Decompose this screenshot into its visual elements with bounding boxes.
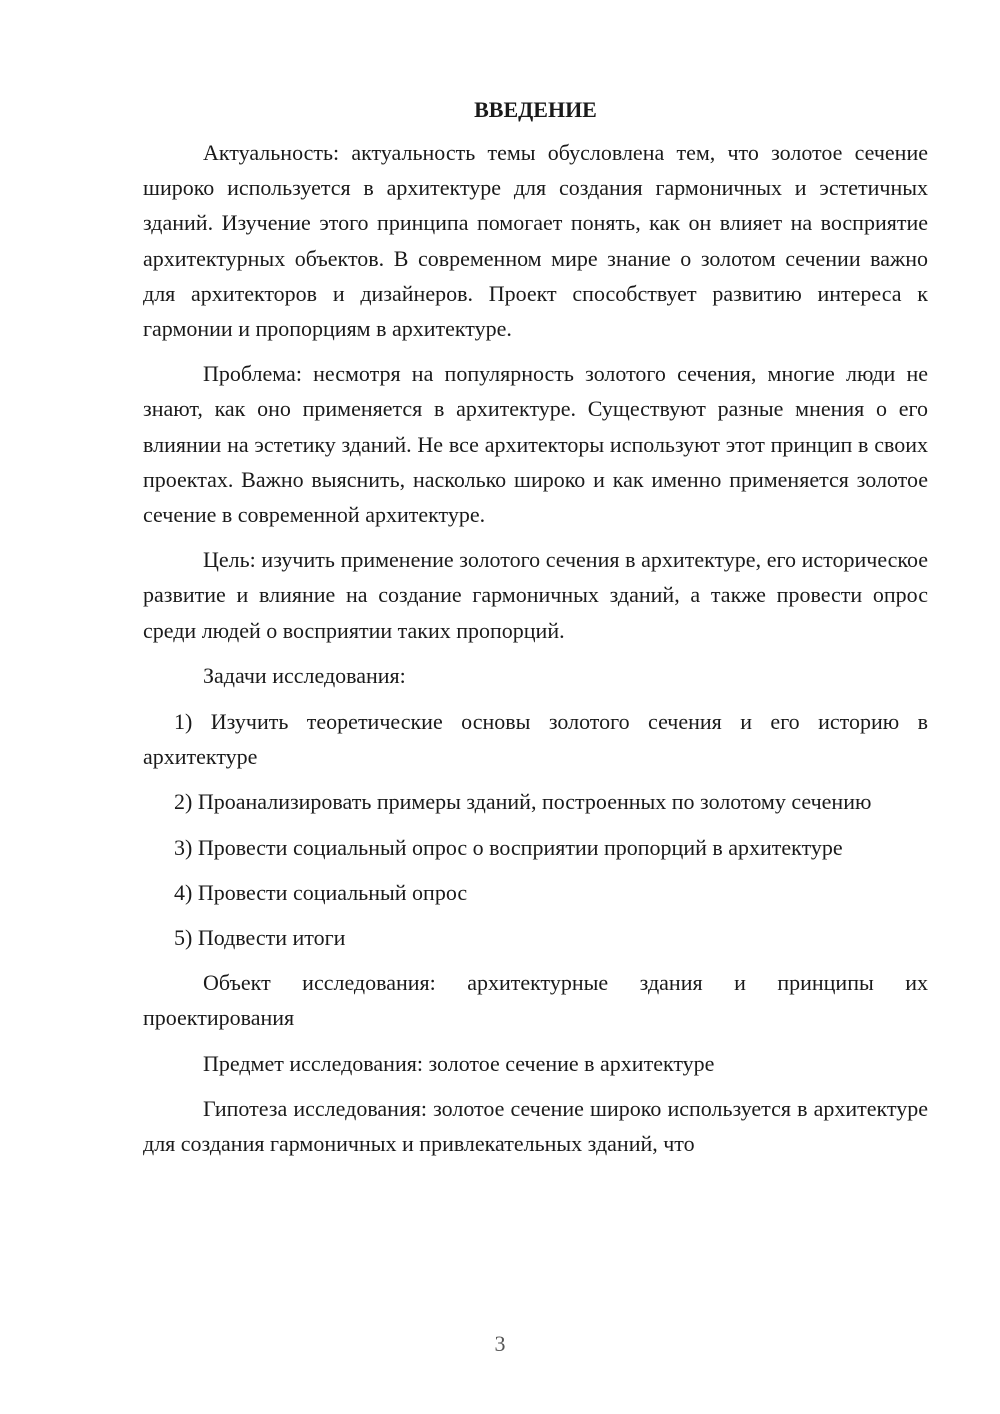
relevance-paragraph: Актуальность: актуальность темы обусловлена тем, что золотое сечение широко используется в архитектуре для создания гармоничных и эстетичных зданий. Изучение этого принципа помогает понять, как он влияет на восприятие архитектурных объектов. В современном мире знание о золотом сечении важно для архитекторов и дизайнеров. Проект способствует развитию интереса к гармонии и пропорциям в архитектуре. [143, 140, 928, 342]
page-title: ВВЕДЕНИЕ [474, 97, 597, 122]
task-item-4: 4) Провести социальный опрос [174, 879, 468, 905]
hypothesis-paragraph: Гипотеза исследования: золотое сечение широко используется в архитектуре для создания гармоничных и привлекательных зданий, что [143, 1095, 928, 1157]
document-page [143, 92, 928, 1171]
task-item-1: 1) Изучить теоретические основы золотого сечения и его историю в архитектуре [143, 709, 928, 770]
task-item-2: 2) Проанализировать примеры зданий, построенных по золотому сечению [174, 789, 872, 815]
goal-paragraph: Цель: изучить применение золотого сечения в архитектуре, его историческое развитие и влияние на создание гармоничных зданий, а также провести опрос среди людей о восприятии таких пропорций. [143, 547, 928, 643]
tasks-list [143, 704, 928, 955]
problem-paragraph: Проблема: несмотря на популярность золотого сечения, многие люди не знают, как оно применяется в архитектуре. Существуют разные мнения о его влиянии на эстетику зданий. Не все архитекторы используют этот принцип в своих проектах. Важно выяснить, насколько широко и как именно применяется золотое сечение в современной архитектуре. [143, 361, 928, 528]
page-number: 3 [494, 1331, 506, 1356]
subject-paragraph: Предмет исследования: золотое сечение в архитектуре [203, 1050, 715, 1076]
task-item-3: 3) Провести социальный опрос о восприятии пропорций в архитектуре [174, 834, 843, 860]
tasks-heading: Задачи исследования: [203, 662, 406, 688]
object-paragraph: Объект исследования: архитектурные здания и принципы их проектирования [143, 970, 928, 1031]
task-item-5: 5) Подвести итоги [174, 925, 346, 951]
